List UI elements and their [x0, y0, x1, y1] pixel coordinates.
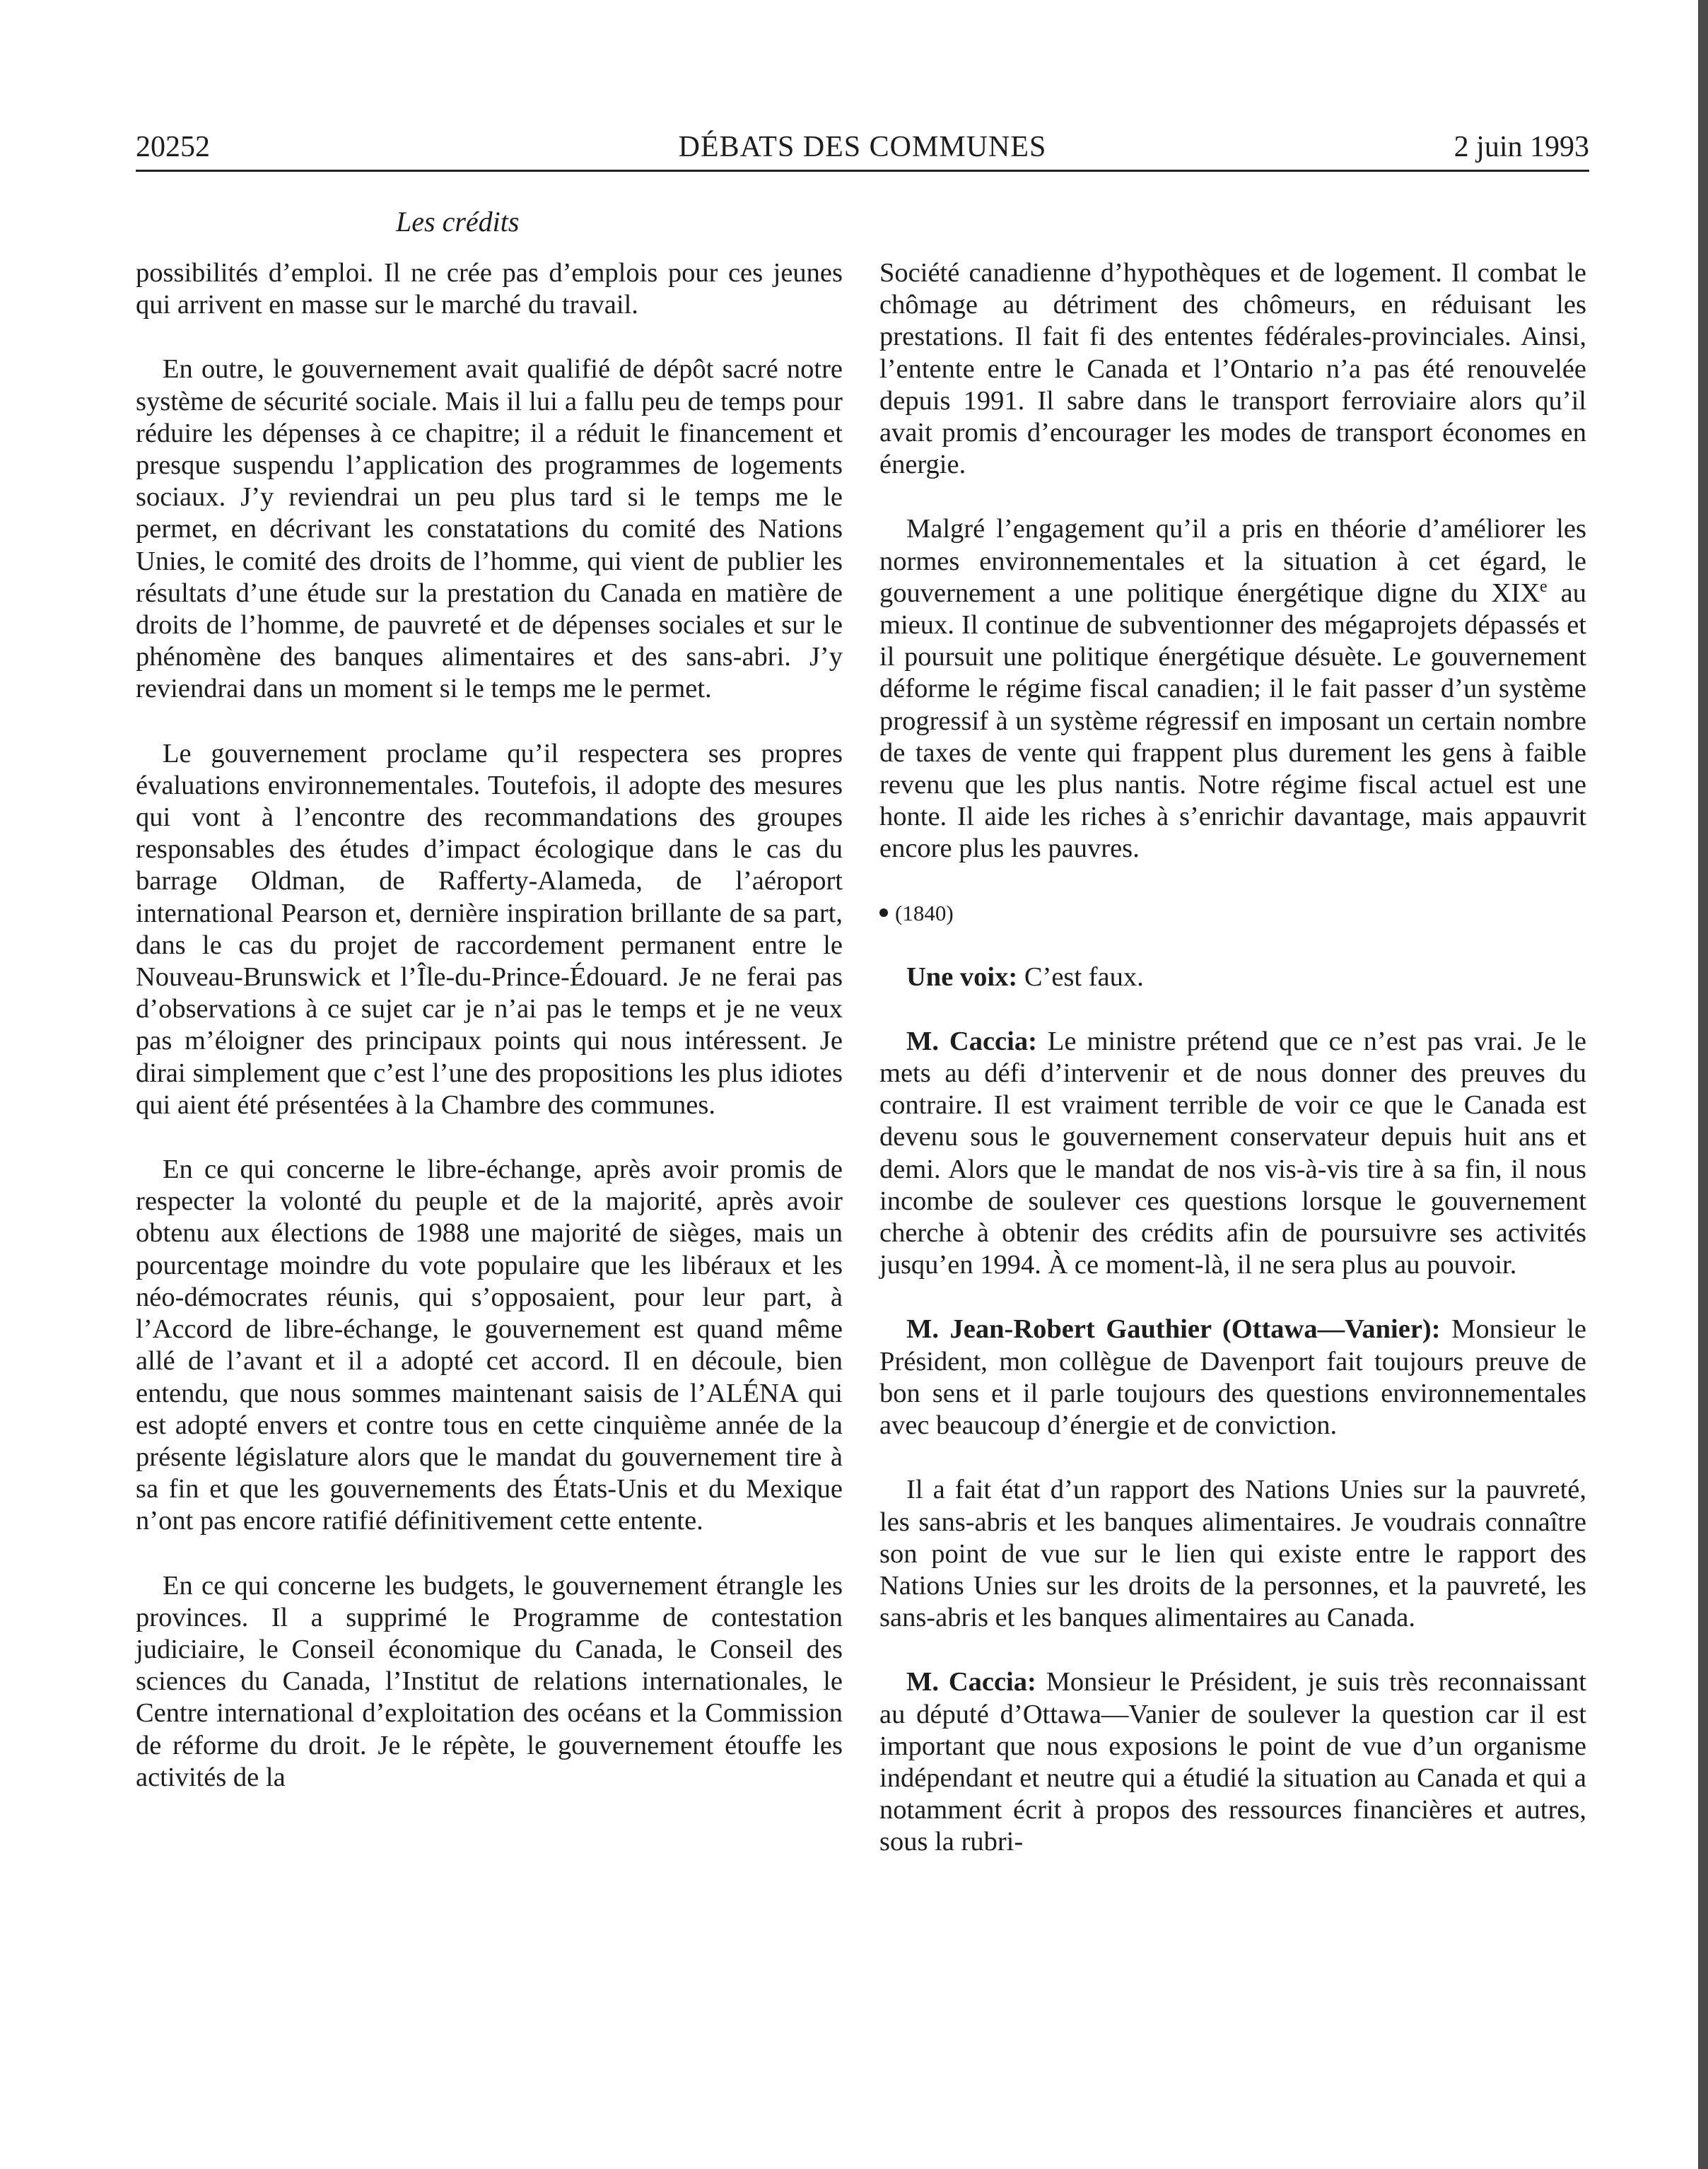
- scan-edge: [1698, 0, 1708, 2169]
- page-header: [136, 127, 1589, 172]
- paragraph: En outre, le gouvernement avait qualifié de dépôt sacré notre système de sécurité sociale. Mais il lui a fallu peu de temps pour réduire les dépenses à ce chapitre; il a réduit le financement et presque suspendu l’application des programmes de logements sociaux. J’y reviendrai un peu plus tard si le temps me le permet, en décrivant les constatations du comité des Nations Unies, le comité des droits de l’homme, qui vient de publier les résultats d’une étude sur la prestation du Canada en matière de droits de l’homme, de pauvreté et de dépenses sociales et sur le phénomène des banques alimentaires et des sans-abri. J’y reviendrai dans un moment si le temps me le permet.: [136, 354, 843, 704]
- paragraph: Le gouvernement proclame qu’il respectera ses propres évaluations environnementales. Toutefois, il adopte des mesures qui vont à l’encontre des recommandations des groupes responsables des études d’impact écologique dans le cas du barrage Oldman, de Rafferty-Alameda, de l’aéroport international Pearson et, dernière inspiration brillante de sa part, dans le cas du projet de raccordement permanent entre le Nouveau-Brunswick et l’Île-du-Prince-Édouard. Je ne ferai pas d’observations à ce sujet car je n’ai pas le temps et je ne veux pas m’éloigner des principaux points qui nous intéressent. Je dirai simplement que c’est l’une des propositions les plus idiotes qui aient été présentées à la Chambre des communes.: [136, 738, 843, 1120]
- speech-text: C’est faux.: [1017, 961, 1144, 992]
- speech: [879, 1026, 1586, 1282]
- speech: [879, 1666, 1586, 1858]
- timestamp: [879, 898, 1586, 929]
- speaker-name: M. Caccia:: [906, 1026, 1037, 1056]
- paragraph: En ce qui concerne les budgets, le gouvernement étrangle les provinces. Il a supprimé le Programme de contestation judiciaire, le Conseil économique du Canada, le Conseil des sciences du Canada, l’Institut de relations internationales, le Centre international d’exploitation des océans et la Commission de réforme du droit. Je le répète, le gouvernement étouffe les activités de la: [136, 1570, 843, 1792]
- paragraph: possibilités d’emploi. Il ne crée pas d’emplois pour ces jeunes qui arrivent en masse sur le marché du travail.: [136, 258, 843, 320]
- paragraph: Société canadienne d’hypothèques et de logement. Il combat le chômage au détriment des chômeurs, en réduisant les prestations. Il fait fi des ententes fédérales-provinciales. Ainsi, l’entente entre le Canada et l’Ontario n’a pas été renouvelée depuis 1991. Il sabre dans le transport ferroviaire alors qu’il avait promis d’encourager les modes de transport économes en énergie.: [879, 258, 1586, 480]
- paragraph-text: au mieux. Il continue de subventionner des mégaprojets dépassés et il poursuit une politique énergétique désuète. Le gouvernement déforme le régime fiscal canadien; il le fait passer d’un système progressif à un système régressif en imposant un certain nombre de taxes de vente qui frappent plus durement les gens à faible revenu que les plus nantis. Notre régime fiscal actuel est une honte. Il aide les riches à s’enrichir davantage, mais appauvrit encore plus les pauvres.: [879, 578, 1586, 864]
- bullet-icon: [879, 908, 888, 917]
- speaker-name: Une voix:: [906, 961, 1018, 992]
- speaker-name: M. Caccia:: [906, 1667, 1036, 1697]
- speech-text: Monsieur le Président, mon collègue de Davenport fait toujours preuve de bon sens et il parle toujours des questions environnementales avec beaucoup d’énergie et de conviction.: [879, 1314, 1586, 1441]
- paragraph-text: Malgré l’engagement qu’il a pris en théorie d’améliorer les normes environnementales et la situation à cet égard, le gouvernement a une politique énergétique digne du XIX: [879, 514, 1586, 608]
- superscript: e: [1540, 578, 1548, 596]
- speech-text: Monsieur le Président, je suis très reconnaissant au député d’Ottawa—Vanier de soulever la question car il est important que nous exposions le point de vue d’un organisme indépendant et neutre qui a étudié la situation au Canada et qui a notamment écrit à propos des ressources financières et autres, sous la rubri-: [879, 1667, 1586, 1857]
- speech: [879, 961, 1586, 993]
- speech-text: Le ministre prétend que ce n’est pas vrai. Je le mets au défi d’intervenir et de nous donner des preuves du contraire. Il est vraiment terrible de voir ce que le Canada est devenu sous le gouvernement conservateur depuis huit ans et demi. Alors que le mandat de nos vis-à-vis tire à sa fin, il nous incombe de soulever ces questions lorsque le gouvernement cherche à obtenir des crédits afin de poursuivre ses activités jusqu’en 1994. À ce moment-là, il ne sera plus au pouvoir.: [879, 1026, 1586, 1280]
- left-column: [136, 257, 843, 1826]
- timestamp-text: (1840): [895, 900, 954, 925]
- header-date: 2 juin 1993: [1453, 131, 1589, 163]
- speech: [879, 1314, 1586, 1442]
- paragraph: En ce qui concerne le libre-échange, après avoir promis de respecter la volonté du peuple et de la majorité, après avoir obtenu aux élections de 1988 une majorité de sièges, mais un pourcentage moindre du vote populaire que les libéraux et les néo-démocrates réunis, qui s’opposaient, pour leur part, à l’Accord de libre-échange, le gouvernement est quand même allé de l’avant et il a adopté cet accord. Il en découle, bien entendu, que nous sommes maintenant saisis de l’ALÉNA qui est adopté envers et contre tous en cette cinquième année de la présente législature alors que le mandat du gouvernement tire à sa fin et que les gouvernements des États-Unis et du Mexique n’ont pas encore ratifié définitivement cette entente.: [136, 1154, 843, 1536]
- section-title: Les crédits: [396, 206, 520, 238]
- speaker-name: M. Jean-Robert Gauthier (Ottawa—Vanier):: [906, 1314, 1441, 1345]
- right-column: [879, 257, 1586, 1891]
- page-number: 20252: [136, 131, 210, 163]
- paragraph: [879, 513, 1586, 865]
- running-title: DÉBATS DES COMMUNES: [678, 131, 1047, 163]
- paragraph: Il a fait état d’un rapport des Nations Unies sur la pauvreté, les sans-abris et les banques alimentaires. Je voudrais connaître son point de vue sur le lien qui existe entre le rapport des Nations Unies sur les droits de la personnes, et la pauvreté, les sans-abris et les banques alimentaires au Canada.: [879, 1475, 1586, 1633]
